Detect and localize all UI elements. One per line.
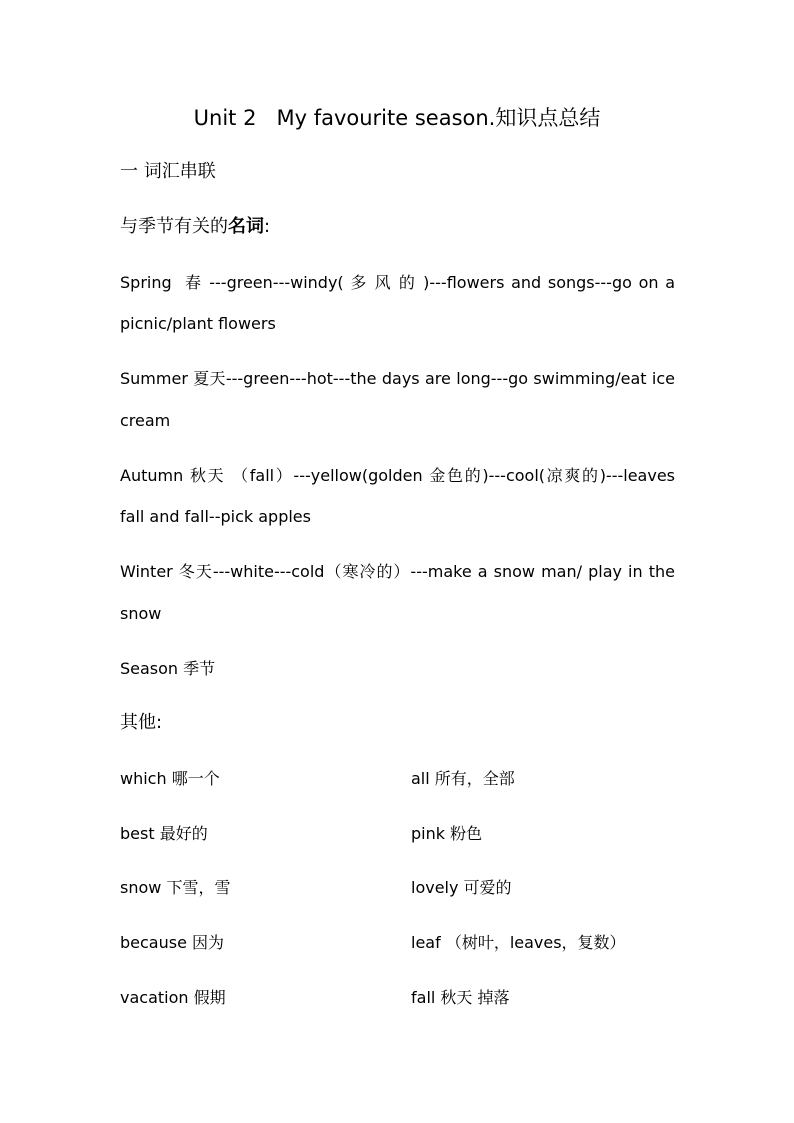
vocab-left-item: snow 下雪，雪 [120, 878, 231, 897]
summer-line-1: Summer 夏天---green---hot---the days are long---go swimming/eat ice [120, 369, 675, 388]
vocab-left-item: vacation 假期 [120, 988, 226, 1007]
nouns-heading-bold: 名词 [228, 216, 264, 237]
vocab-right-item: all 所有，全部 [411, 769, 515, 788]
vocab-left-item: which 哪一个 [120, 769, 220, 788]
spring-line-1: Spring 春 ---green---windy( 多 风 的 )---flowers and songs---go on a [120, 273, 675, 292]
spring-line-2: picnic/plant flowers [120, 314, 276, 333]
autumn-line-2: fall and fall--pick apples [120, 507, 311, 526]
page-title: Unit 2 My favourite season.知识点总结 [193, 106, 601, 130]
vocab-right-item: fall 秋天 掉落 [411, 988, 510, 1007]
section-heading-vocabulary: 一 词汇串联 [120, 161, 216, 182]
nouns-heading-prefix: 与季节有关的 [120, 216, 228, 237]
vocab-right-item: leaf （树叶，leaves，复数） [411, 933, 626, 952]
others-heading: 其他: [120, 712, 163, 733]
vocab-right-item: pink 粉色 [411, 824, 483, 843]
winter-line-2: snow [120, 604, 162, 623]
nouns-heading [120, 215, 675, 239]
nouns-heading-suffix: : [264, 216, 271, 237]
season-line: Season 季节 [120, 659, 216, 678]
autumn-line-1: Autumn 秋天 （fall）---yellow(golden 金色的)---cool(凉爽的)---leaves [120, 466, 675, 485]
vocab-left-item: because 因为 [120, 933, 225, 952]
vocab-right-item: lovely 可爱的 [411, 878, 512, 897]
winter-line-1: Winter 冬天---white---cold（寒冷的）---make a snow man/ play in the [120, 562, 675, 581]
summer-line-2: cream [120, 411, 171, 430]
vocab-left-item: best 最好的 [120, 824, 208, 843]
